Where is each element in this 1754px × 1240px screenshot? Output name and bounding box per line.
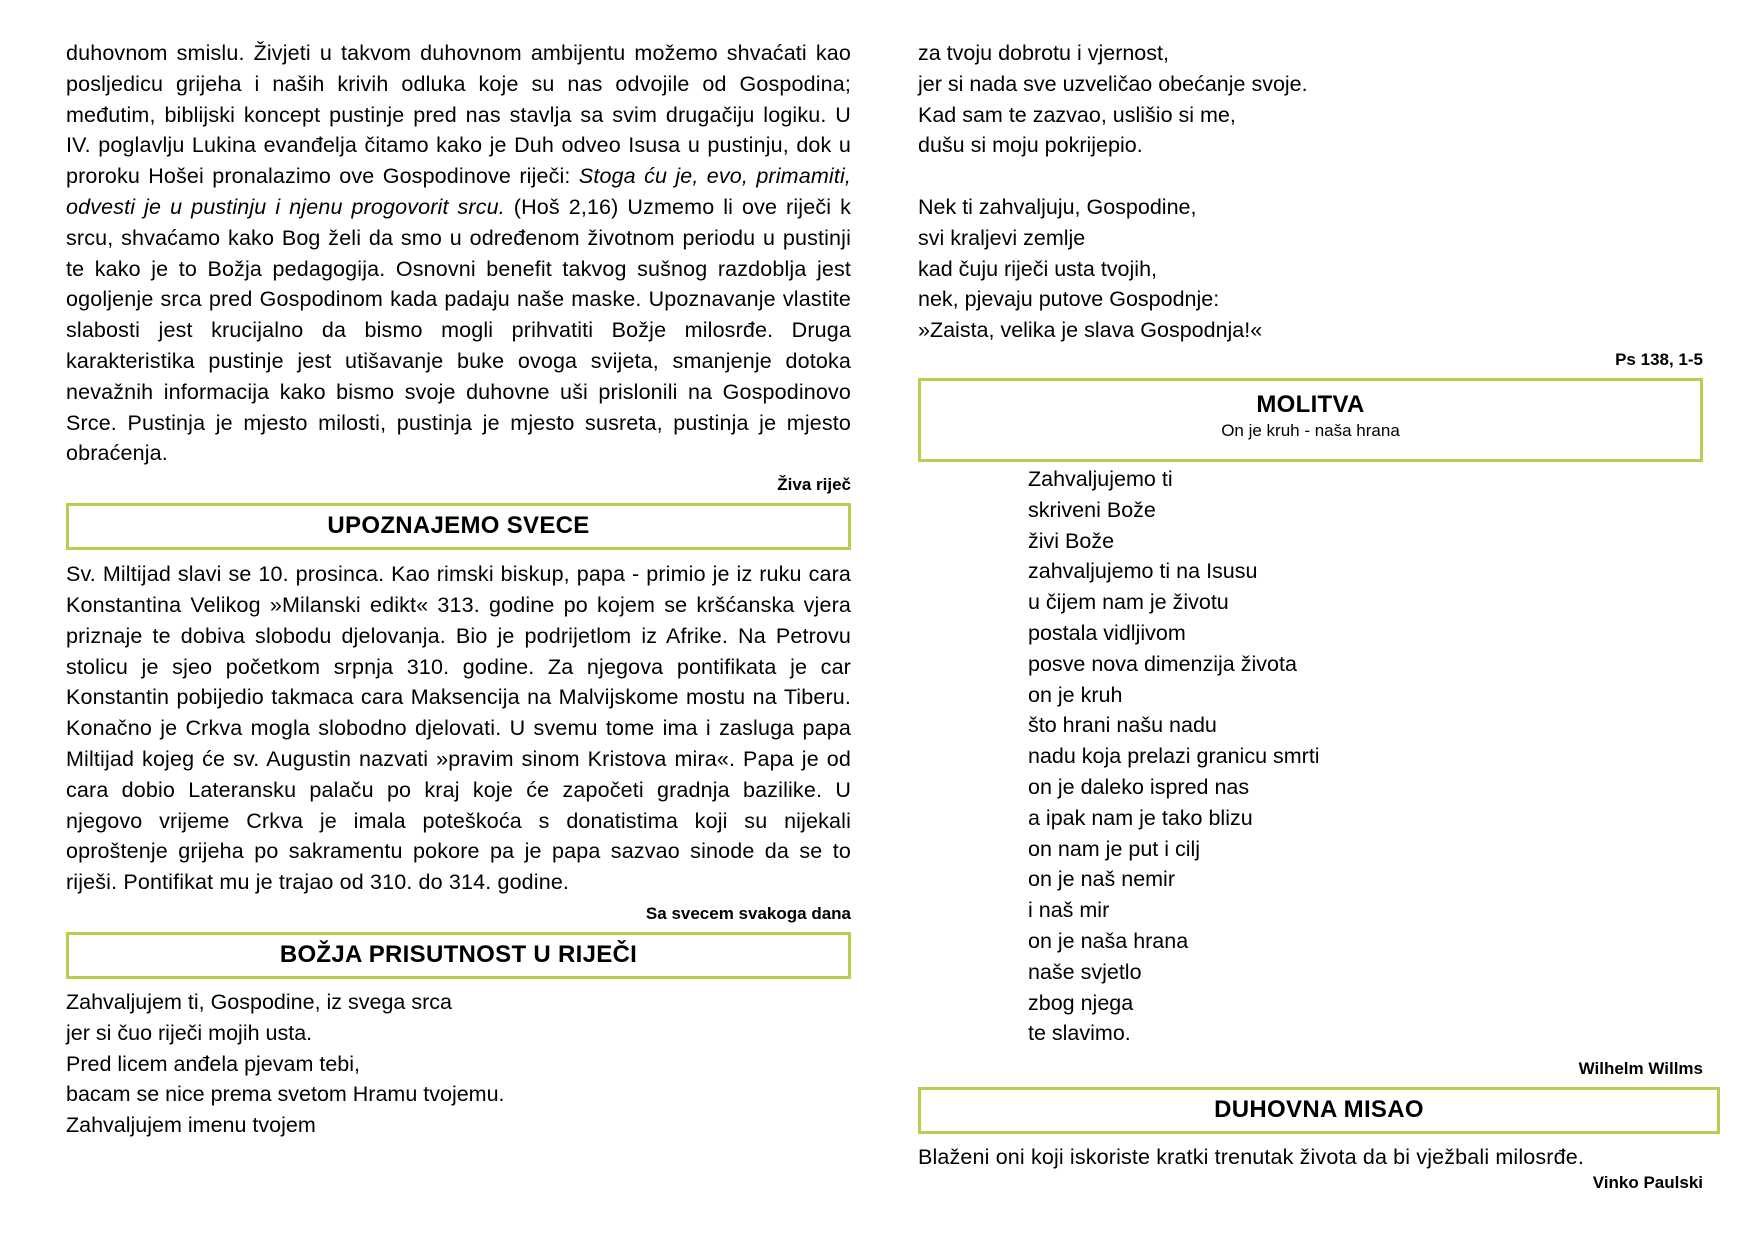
verse-line: Kad sam te zazvao, uslišio si me, [918,102,1236,127]
verse-line: Zahvaljujem ti, Gospodine, iz svega srca [66,989,452,1014]
saints-heading: UPOZNAJEMO SVECE [327,512,590,540]
presence-heading-box [66,932,851,979]
saints-paragraph: Sv. Miltijad slavi se 10. prosinca. Kao rimski biskup, papa - primio je iz ruku cara Konstantina Velikog »Milanski edikt« 313. godine po kojem se kršćanska vjera priznaje te dobiva slobodu djelovanja. Bio je podrijetlom iz Afrike. Na Petrovu stolicu je sjeo početkom srpnja 310. godine. Za njegova pontifikata je car Konstantin pobijedio takmaca cara Maksencija na Malvijskome mostu na Tiberu. Konačno je Crkva mogla slobodno djelovati. U svemu tome ima i zasluga papa Miltijad kojeg će sv. Augustin nazvati »pravim sinom Kristova mira«. Papa je od cara dobio Lateransku palaču po kraj koje će započeti gradnja bazilike. U njegovo vrijeme Crkva je imala poteškoća s donatistima koji su nijekali oproštenje grijeha po sakramentu pokore pa je papa sazvao sinode da se to riješi. Pontifikat mu je trajao od 310. do 314. godine. [66,562,851,895]
verse-line: nek, pjevaju putove Gospodnje: [918,287,1220,312]
psalm-verse [918,38,1703,346]
prayer-line: nadu koja prelazi granicu smrti [1028,744,1320,769]
prayer-line: zahvaljujemo ti na Isusu [1028,559,1258,584]
verse-line: za tvoju dobrotu i vjernost, [918,41,1169,65]
saints-source: Sa svecem svakoga dana [645,903,851,923]
prayer-line: on je daleko ispred nas [1028,774,1250,799]
prayer-subtitle: On je kruh - naša hrana [1221,420,1400,440]
verse-line: Zahvaljujem imenu tvojem [66,1113,316,1138]
verse-line: dušu si moju pokrijepio. [918,133,1143,158]
verse-line: kad čuju riječi usta tvojih, [918,256,1157,281]
verse-line: Pred licem anđela pjevam tebi, [66,1051,360,1076]
psalm-source: Ps 138, 1-5 [1615,349,1703,369]
prayer-line: Zahvaljujemo ti [1028,466,1173,491]
thought-heading: DUHOVNA MISAO [1214,1096,1424,1124]
stanza-gap [918,161,1703,192]
prayer-line: on je naša hrana [1028,928,1189,953]
prayer-line: a ipak nam je tako blizu [1028,805,1253,830]
verse-line: bacam se nice prema svetom Hramu tvojemu. [66,1082,505,1107]
prayer-line: te slavimo. [1028,1021,1131,1046]
prayer-line: on je kruh [1028,682,1123,707]
left-column [66,38,851,1141]
verse-line: Nek ti zahvaljuju, Gospodine, [918,194,1197,219]
prayer-lines [918,464,1703,1049]
prayer-line: naše svjetlo [1028,959,1142,984]
verse-line: »Zaista, velika je slava Gospodnja!« [918,318,1263,343]
prayer-line: posve nova dimenzija života [1028,651,1297,676]
presence-heading: BOŽJA PRISUTNOST U RIJEČI [279,940,638,968]
intro-source: Živa riječ [777,475,851,495]
saints-heading-box [66,503,851,550]
prayer-line: i naš mir [1028,898,1110,923]
intro-text-start: duhovnom smislu. Živjeti u takvom duhovnom ambijentu možemo shvaćati kao posljedicu grijeha i naših krivih odluka koje su nas odvojile od Gospodina; međutim, biblijski koncept pustinje pred nas stavlja sa svim drugačiju logiku. U IV. poglavlju Lukina evanđelja čitamo kako je Duh odveo Isusa u pustinju, dok u proroku Hošei pronalazimo ove Gospodinove riječi: [66,41,851,189]
prayer-line: živi Bože [1028,528,1115,553]
right-column [918,38,1703,1201]
prayer-line: zbog njega [1028,990,1134,1015]
prayer-heading-box [918,378,1703,462]
thought-text: Blaženi oni koji iskoriste kratki trenutak života da bi vježbali milosrđe. [918,1145,1584,1170]
prayer-line: što hrani našu nadu [1028,713,1217,738]
prayer-source: Wilhelm Willms [1578,1059,1703,1079]
thought-source: Vinko Paulski [1592,1172,1703,1192]
prayer-line: on je naš nemir [1028,867,1175,892]
prayer-line: skriveni Bože [1028,497,1156,522]
intro-quote: Stoga ću je, evo, primamiti, odvesti je u pustinju i njenu progovorit srcu. [66,164,851,219]
presence-verse [66,987,851,1141]
prayer-line: u čijem nam je životu [1028,590,1229,615]
verse-line: jer si nada sve uzveličao obećanje svoje. [918,71,1308,96]
prayer-heading: MOLITVA [1256,390,1365,418]
intro-paragraph [66,38,851,469]
verse-line: jer si čuo riječi mojih usta. [66,1020,313,1045]
prayer-line: postala vidljivom [1028,620,1186,645]
intro-text-end: (Hoš 2,16) Uzmemo li ove riječi k srcu, shvaćamo kako Bog želi da smo u određenom životnom periodu u pustinji te kako je to Božja pedagogija. Osnovni benefit takvog sušnog razdoblja jest ogoljenje srca pred Gospodinom kada padaju naše maske. Upoznavanje vlastite slabosti jest krucijalno da bismo mogli prihvatiti Božje milosrđe. Druga karakteristika pustinje jest utišavanje buke ovoga svijeta, smanjenje dotoka nevažnih informacija kako bismo svoje duhovne uši prislonili na Gospodinovo Srce. Pustinja je mjesto milosti, pustinja je mjesto susreta, pustinja je mjesto obraćenja. [66,194,851,466]
verse-line: svi kraljevi zemlje [918,225,1086,250]
thought-heading-box [918,1087,1720,1134]
prayer-line: on nam je put i cilj [1028,836,1201,861]
